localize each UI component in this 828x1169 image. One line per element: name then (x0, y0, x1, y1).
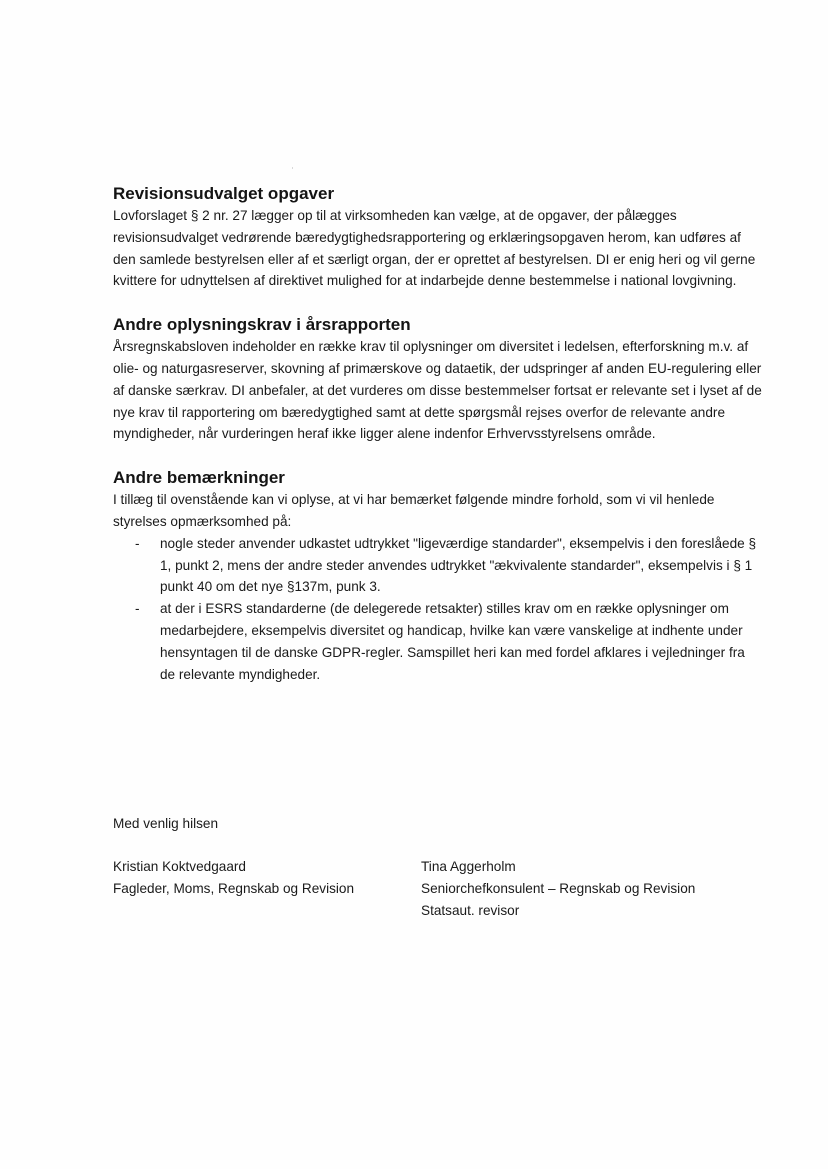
scan-speck (292, 167, 293, 169)
bullet-marker: - (135, 535, 140, 551)
section-heading: Revisionsudvalget opgaver (113, 184, 335, 203)
bullet-marker: - (135, 601, 140, 617)
signatory-left (113, 856, 354, 900)
list-item (113, 598, 763, 685)
section-paragraph: I tillæg til ovenstående kan vi oplyse, at vi har bemærket følgende mindre forhold, som vi vil henlede styrelses opmærksomhed på: (113, 492, 715, 529)
signatory-right (421, 856, 695, 921)
section-paragraph: Årsregnskabsloven indeholder en række krav til oplysninger om diversitet i ledelsen, efterforskning m.v. af olie- og naturgasreserver, skovning af primærskove og dataetik, der udspringer af anden EU-regulering eller af danske særkrav. DI anbefaler, at det vurderes om disse bestemmelser fortsat er relevante set i lyset af de nye krav til rapportering om bæredygtighed samt at dette spørgsmål rejses overfor de relevante andre myndigheder, når vurderingen heraf ikke ligger alene indenfor Erhvervsstyrelsens område. (113, 339, 762, 442)
signatory-name: Kristian Koktvedgaard (113, 859, 246, 874)
signatory-credential: Statsaut. revisor (421, 902, 520, 918)
section-oplysningskrav (113, 314, 763, 445)
signatory-title: Seniorchefkonsulent – Regnskab og Revision (421, 880, 696, 896)
letter-body (113, 183, 763, 707)
remarks-list (113, 533, 763, 686)
section-heading: Andre bemærkninger (113, 468, 285, 488)
list-item-text: at der i ESRS standarderne (de delegerede retsakter) stilles krav om en række oplysninger om medarbejdere, eksempelvis diversitet og handicap, hvilke kan være vanskelige at indhente under hensyntagen til de danske GDPR-regler. Samspillet heri kan med fordel afklares i vejledninger fra de relevante myndigheder. (160, 601, 745, 682)
list-item-text: nogle steder anvender udkastet udtrykket "ligeværdige standarder", eksempelvis i den foreslåede § 1, punkt 2, mens der andre steder anvendes udtrykket "ækvivalente standarder", eksempelvis i § 1 punkt 40 om det nye §137m, punk 3. (160, 535, 757, 595)
closing-greeting: Med venlig hilsen (113, 816, 219, 831)
section-bemaerkninger (113, 467, 763, 685)
signatory-name: Tina Aggerholm (421, 859, 516, 874)
list-item (113, 533, 763, 598)
section-heading: Andre oplysningskrav i årsrapporten (113, 315, 411, 335)
section-revisionsudvalget (113, 183, 763, 292)
signatory-title: Fagleder, Moms, Regnskab og Revision (113, 880, 355, 896)
section-paragraph: Lovforslaget § 2 nr. 27 lægger op til at virksomheden kan vælge, at de opgaver, der pålægges revisionsudvalget vedrørende bæredygtighedsrapportering og erklæringsopgaven herom, kan udføres af den samlede bestyrelsen eller af et særligt organ, der er oprettet af bestyrelsen. DI er enig heri og vil gerne kvittere for udnyttelsen af direktivet mulighed for at indarbejde denne bestemmelse i national lovgivning. (113, 208, 756, 289)
